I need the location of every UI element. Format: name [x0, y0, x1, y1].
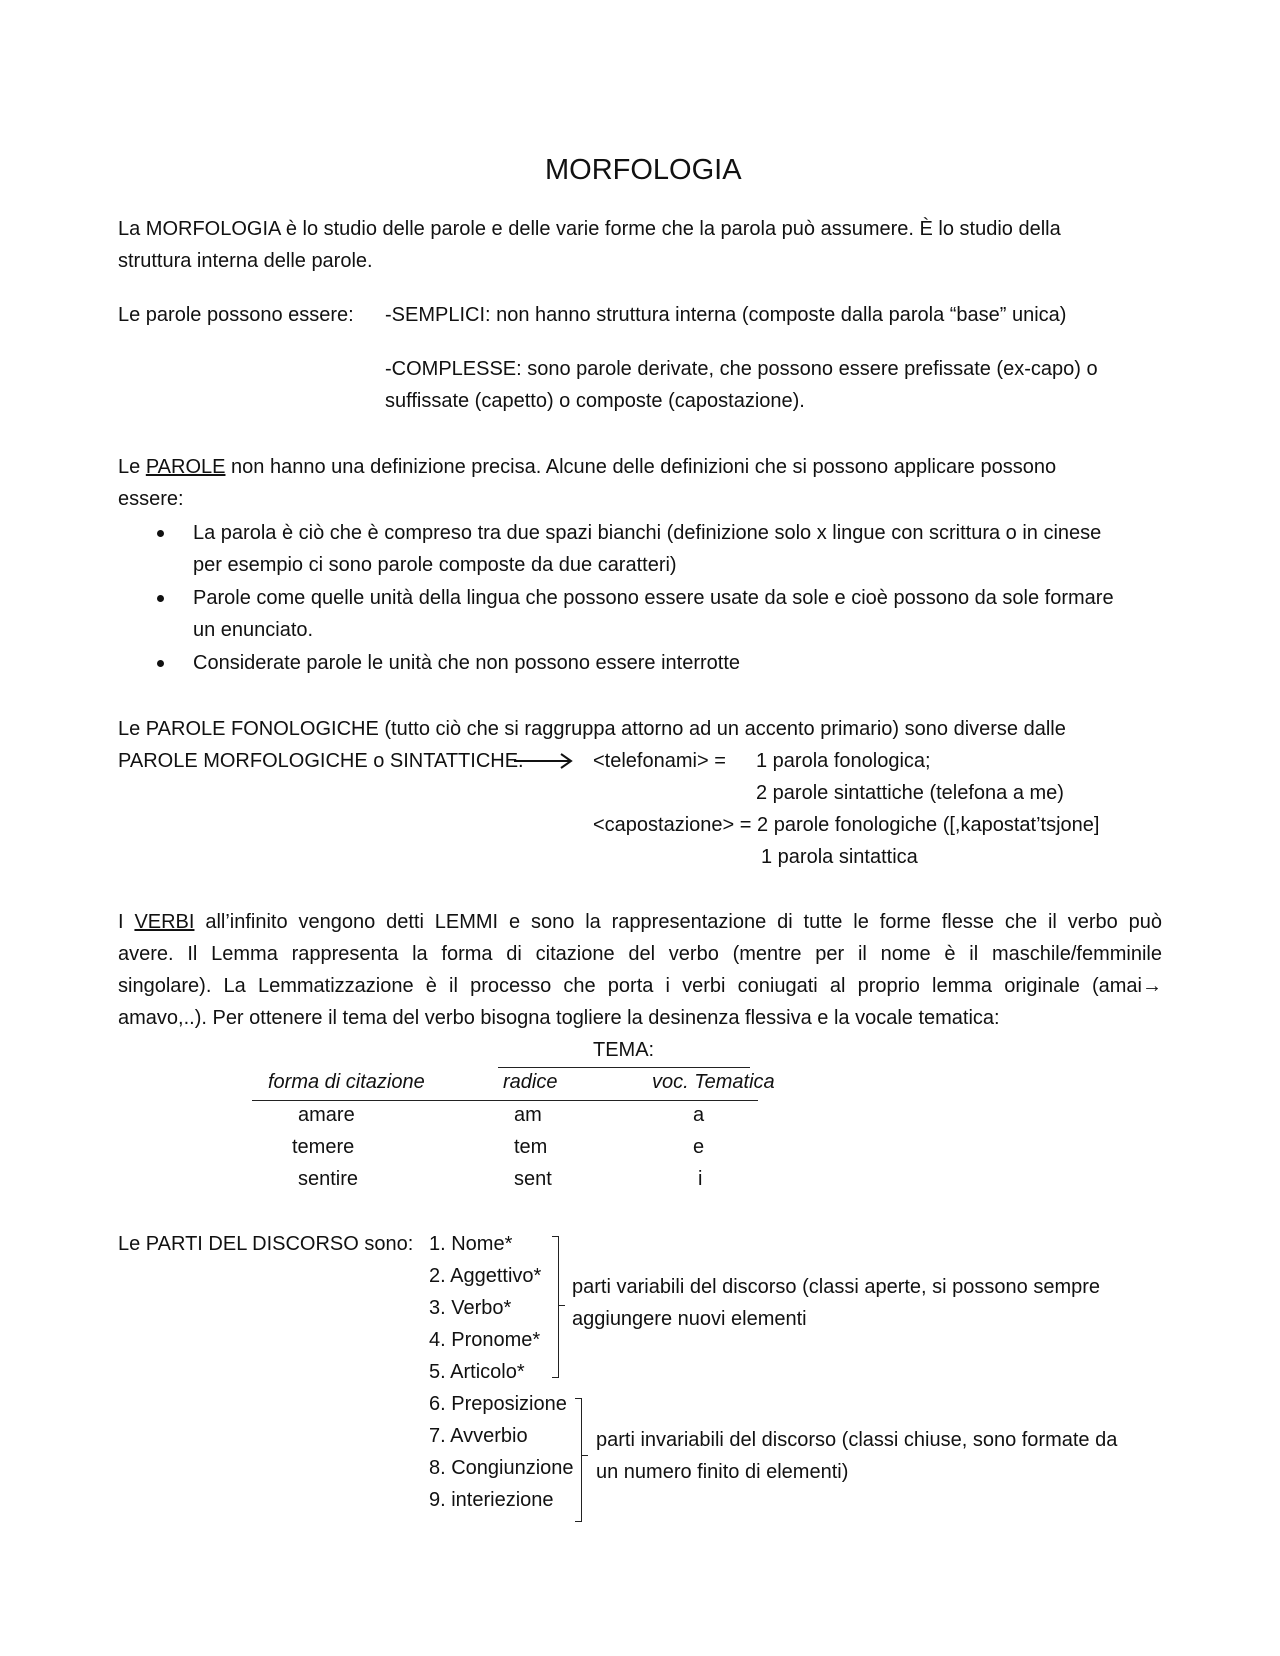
- example-1-fonologica: 1 parola fonologica;: [756, 750, 931, 772]
- table-cell: amare: [298, 1104, 355, 1126]
- bullet-2-line-1: Parole come quelle unità della lingua che possono essere usate da sole e cioè possono da sole formare: [193, 587, 1114, 609]
- verbi-line-1-rest: all’infinito vengono detti LEMMI e sono la rappresentazione di tutte le forme flesse che il verbo può: [194, 911, 1162, 933]
- intro-line-1: La MORFOLOGIA è lo studio delle parole e delle varie forme che la parola può assumere. È lo studio della: [118, 218, 1061, 240]
- verbi-line-1: [118, 906, 1162, 938]
- verbi-keyword: VERBI: [134, 911, 195, 933]
- table-header-radice: radice: [503, 1071, 558, 1093]
- verbi-prefix: I: [118, 911, 135, 933]
- bullet-dot: [157, 530, 164, 537]
- example-1-word: <telefonami> =: [593, 750, 726, 772]
- types-complesse-line-2: suffissate (capetto) o composte (capostazione).: [385, 390, 805, 412]
- parole-prefix: Le: [118, 456, 146, 478]
- parti-item: 4. Pronome*: [429, 1329, 541, 1351]
- verbi-line-4: amavo,..). Per ottenere il tema del verbo bisogna togliere la desinenza flessiva e la vocale tematica:: [118, 1007, 1000, 1029]
- table-cell: e: [693, 1136, 705, 1158]
- parti-item: 9. interiezione: [429, 1489, 554, 1511]
- table-cell: tem: [514, 1136, 548, 1158]
- table-header-vocale: voc. Tematica: [652, 1071, 775, 1093]
- parti-item: 7. Avverbio: [429, 1425, 528, 1447]
- parti-item: 8. Congiunzione: [429, 1457, 574, 1479]
- bullet-dot: [157, 660, 164, 667]
- verbi-line-3: singolare). La Lemmatizzazione è il processo che porta i verbi coniugati al proprio lemma originale (amai→: [118, 975, 1162, 997]
- table-cell: i: [698, 1168, 703, 1190]
- table-cell: a: [693, 1104, 705, 1126]
- variabili-bracket: [552, 1236, 559, 1378]
- invariabili-line-1: parti invariabili del discorso (classi chiuse, sono formate da: [596, 1429, 1118, 1451]
- fonologiche-line-1: Le PAROLE FONOLOGICHE (tutto ciò che si raggruppa attorno ad un accento primario) sono diverse dalle: [118, 718, 1066, 740]
- table-cell: temere: [292, 1136, 355, 1158]
- intro-line-2: struttura interna delle parole.: [118, 250, 373, 272]
- bullet-1-line-2: per esempio ci sono parole composte da due caratteri): [193, 554, 677, 576]
- parti-item: 3. Verbo*: [429, 1297, 512, 1319]
- parole-line-1: [118, 451, 1056, 483]
- verbi-line-2: avere. Il Lemma rappresenta la forma di citazione del verbo (mentre per il nome è il maschile/femminile: [118, 943, 1162, 965]
- variabili-bracket-tick: [559, 1305, 565, 1306]
- example-1-sintattiche: 2 parole sintattiche (telefona a me): [756, 782, 1064, 804]
- table-header-forma: forma di citazione: [268, 1071, 425, 1093]
- invariabili-line-2: un numero finito di elementi): [596, 1461, 849, 1483]
- table-cell: am: [514, 1104, 542, 1126]
- fonologiche-line-2: PAROLE MORFOLOGICHE o SINTATTICHE.: [118, 750, 524, 772]
- arrow-right-icon: [514, 751, 576, 771]
- invariabili-bracket: [575, 1398, 582, 1522]
- invariabili-bracket-tick: [582, 1455, 588, 1456]
- variabili-line-1: parti variabili del discorso (classi aperte, si possono sempre: [572, 1276, 1101, 1298]
- parti-item: 2. Aggettivo*: [429, 1265, 542, 1287]
- table-cell: sentire: [298, 1168, 359, 1190]
- parti-item: 6. Preposizione: [429, 1393, 567, 1415]
- parole-line-1-rest: non hanno una definizione precisa. Alcune delle definizioni che si possono applicare possono: [225, 456, 1057, 478]
- table-cell: sent: [514, 1168, 552, 1190]
- variabili-line-2: aggiungere nuovi elementi: [572, 1308, 807, 1330]
- bullet-dot: [157, 595, 164, 602]
- types-complesse-line-1: -COMPLESSE: sono parole derivate, che possono essere prefissate (ex-capo) o: [385, 358, 1098, 380]
- bullet-2-line-2: un enunciato.: [193, 619, 314, 641]
- parole-keyword: PAROLE: [145, 456, 226, 478]
- bullet-3-line-1: Considerate parole le unità che non possono essere interrotte: [193, 652, 741, 674]
- page-title: MORFOLOGIA: [545, 154, 742, 186]
- types-semplici: -SEMPLICI: non hanno struttura interna (composte dalla parola “base” unica): [385, 304, 1067, 326]
- types-label: Le parole possono essere:: [118, 304, 354, 326]
- parti-item: 1. Nome*: [429, 1233, 513, 1255]
- parti-label: Le PARTI DEL DISCORSO sono:: [118, 1233, 414, 1255]
- bullet-1-line-1: La parola è ciò che è compreso tra due spazi bianchi (definizione solo x lingue con scrittura o in cinese: [193, 522, 1102, 544]
- tema-label: TEMA:: [593, 1039, 655, 1061]
- parti-item: 5. Articolo*: [429, 1361, 525, 1383]
- example-2-word: <capostazione> = 2 parole fonologiche ([,kapostat’tsjone]: [593, 814, 1100, 836]
- example-2-sintattica: 1 parola sintattica: [761, 846, 918, 868]
- parole-line-2: essere:: [118, 488, 184, 510]
